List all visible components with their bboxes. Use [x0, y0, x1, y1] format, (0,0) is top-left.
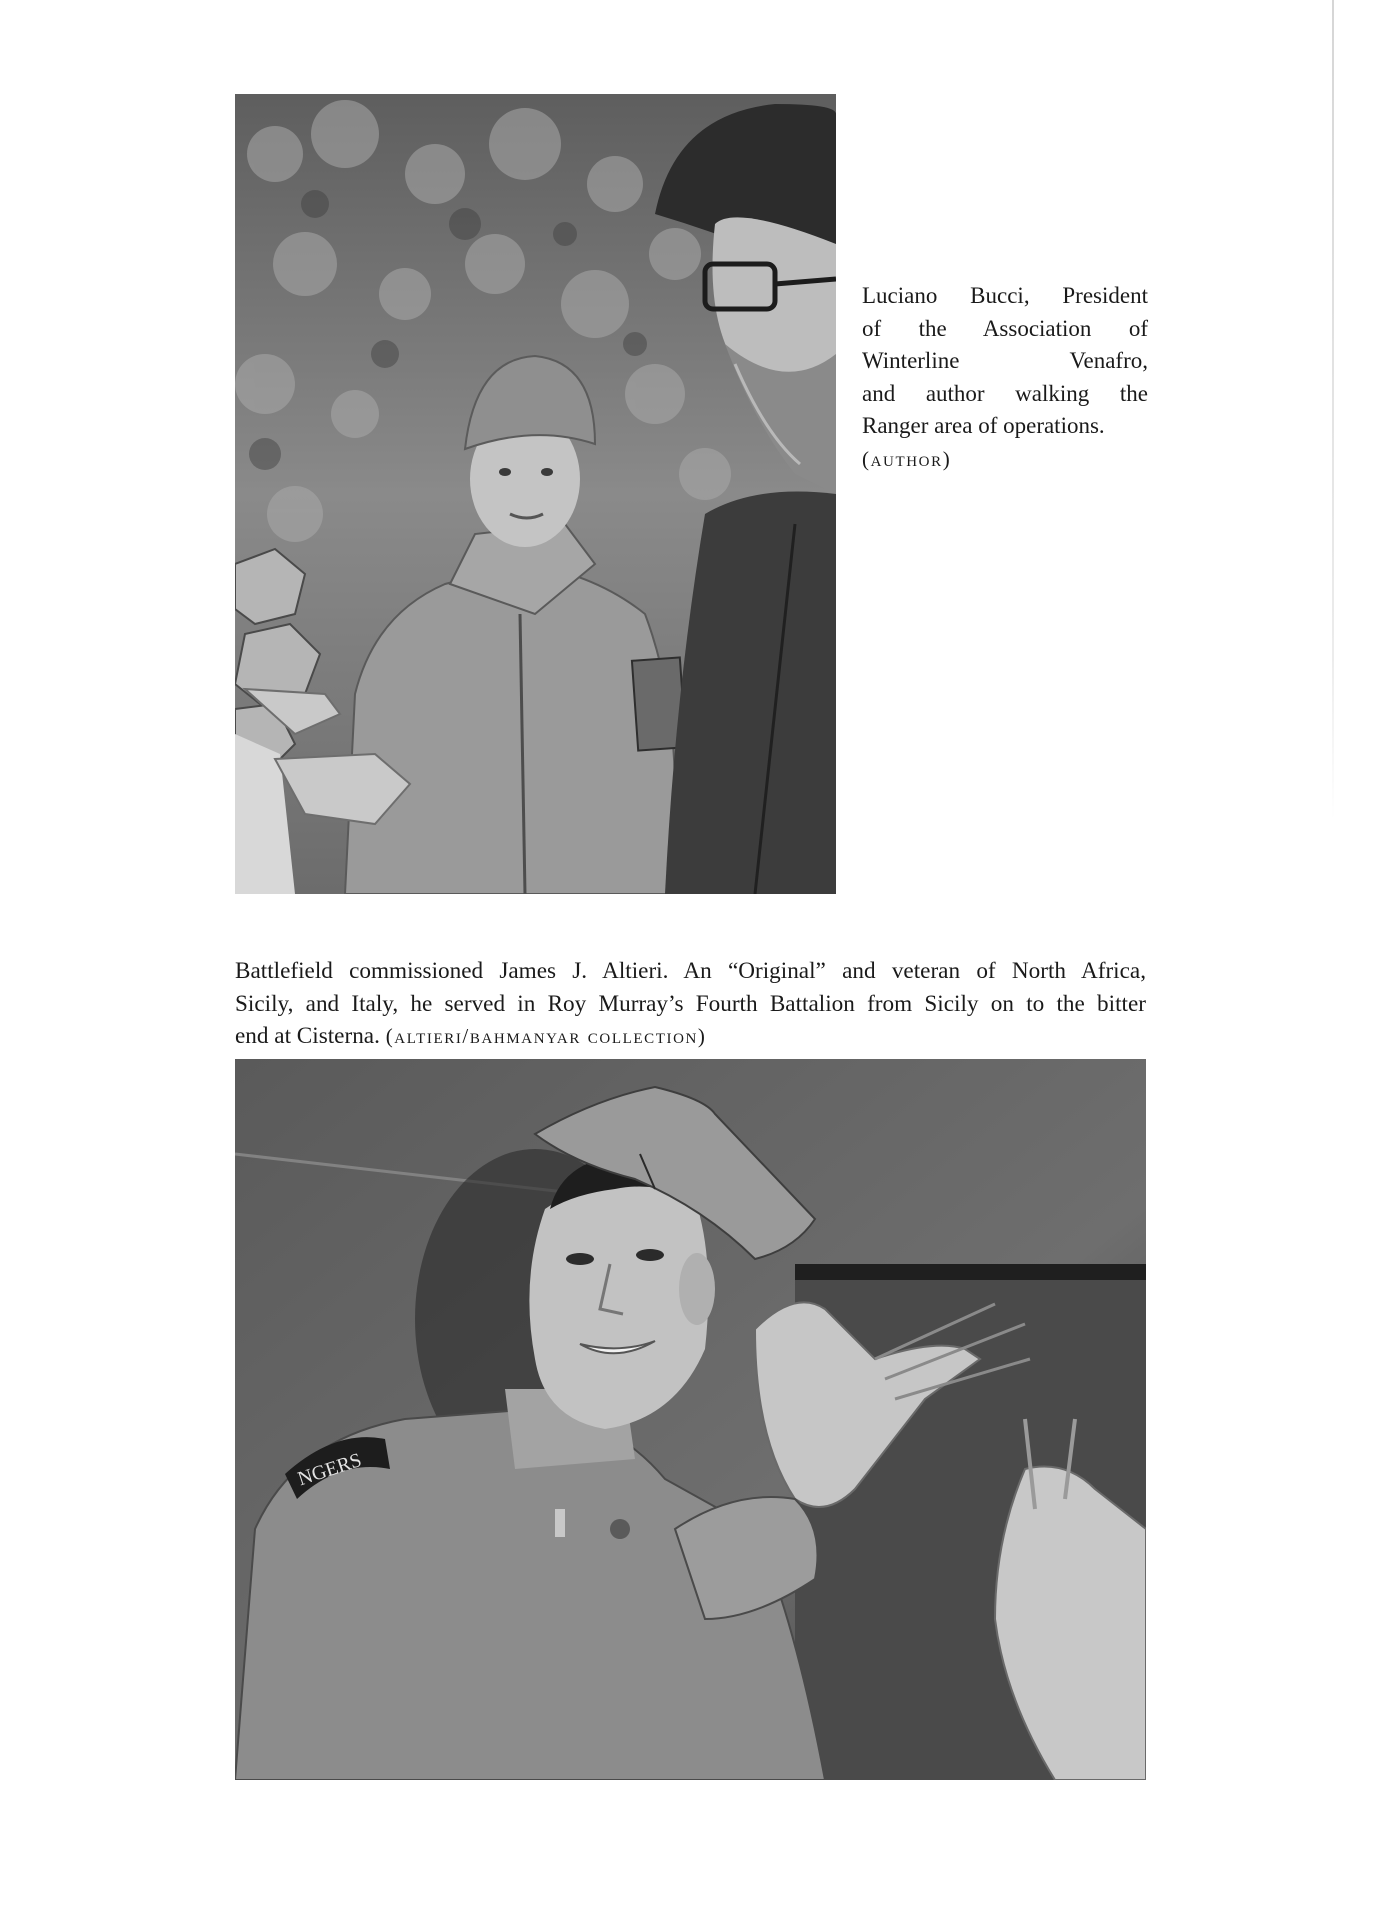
photo-bucci-and-author-image — [235, 94, 836, 894]
caption-bucci-credit: (author) — [862, 446, 952, 471]
caption-bucci-line: of the Association of — [862, 315, 1148, 341]
caption-altieri-credit: (altieri/bahmanyar collection) — [385, 1024, 707, 1048]
caption-bucci-line: Luciano Bucci, President — [862, 283, 1148, 308]
photo-altieri — [235, 1059, 1146, 1780]
photo-bucci-and-author — [235, 94, 836, 894]
caption-bucci-line: Ranger area of operations. — [862, 413, 1105, 438]
caption-altieri-line: Battlefield commissioned James J. Altieri. An “Original” and veteran of North Africa, — [235, 958, 1146, 984]
caption-altieri-last-line — [235, 1020, 1146, 1053]
ranger-tab-text: NGERS — [295, 1449, 365, 1491]
caption-altieri-line: Sicily, and Italy, he served in Roy Murray’s Fourth Battalion from Sicily on to the bitter — [235, 990, 1146, 1017]
caption-bucci-line: and author walking the — [862, 380, 1148, 406]
caption-altieri-line: end at Cisterna. — [235, 1023, 380, 1049]
photo-altieri-image — [235, 1059, 1146, 1780]
page-gutter-edge — [1332, 0, 1334, 820]
caption-bucci — [862, 280, 1148, 475]
caption-altieri — [235, 955, 1146, 1053]
caption-bucci-line: Winterline Venafro, — [862, 348, 1148, 373]
